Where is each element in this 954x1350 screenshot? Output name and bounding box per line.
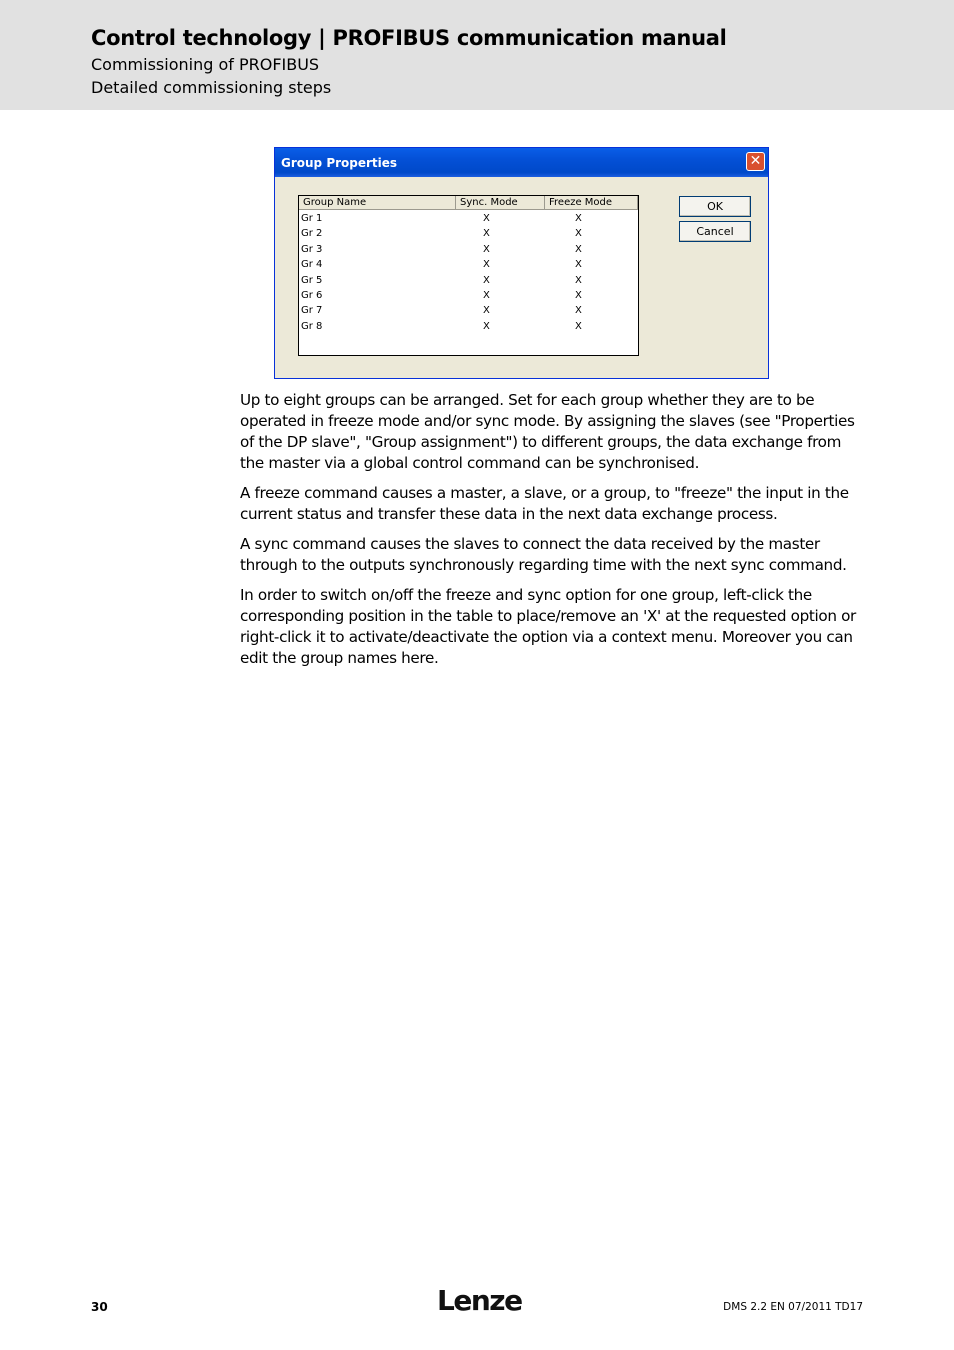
- table-row[interactable]: [299, 288, 638, 303]
- paragraph: A sync command causes the slaves to connect the data received by the master through to the outputs synchronously regarding time with the next sync command.: [240, 535, 847, 574]
- paragraph: A freeze command causes a master, a slave, or a group, to "freeze" the input in the current status and transfer these data in the next data exchange process.: [240, 484, 849, 523]
- chapter-title: Commissioning of PROFIBUS: [91, 55, 320, 74]
- sync-mode-cell[interactable]: X: [483, 290, 490, 301]
- group-name-cell[interactable]: Gr 5: [301, 274, 323, 286]
- freeze-mode-cell[interactable]: X: [575, 243, 582, 255]
- group-name-cell[interactable]: Gr 2: [301, 228, 323, 240]
- ok-button[interactable]: OK: [679, 196, 751, 217]
- body-text: [240, 390, 862, 678]
- column-sync-mode[interactable]: Sync. Mode: [456, 196, 545, 210]
- sync-mode-cell[interactable]: X: [483, 243, 490, 255]
- table-row[interactable]: [299, 303, 638, 318]
- table-row[interactable]: [299, 319, 638, 334]
- group-properties-dialog: [274, 147, 769, 379]
- lenze-logo: Lenze: [437, 1284, 522, 1317]
- table-row[interactable]: [299, 242, 638, 257]
- freeze-mode-cell[interactable]: X: [575, 228, 582, 240]
- sync-mode-cell[interactable]: X: [483, 274, 490, 286]
- freeze-mode-cell[interactable]: X: [575, 259, 582, 271]
- cancel-button[interactable]: Cancel: [679, 221, 751, 242]
- group-list[interactable]: [298, 195, 639, 356]
- freeze-mode-cell[interactable]: X: [575, 213, 582, 224]
- freeze-mode-cell[interactable]: X: [575, 305, 582, 317]
- freeze-mode-cell[interactable]: X: [575, 290, 582, 301]
- table-row[interactable]: [299, 273, 638, 288]
- list-header: [299, 196, 638, 211]
- section-title: Detailed commissioning steps: [91, 78, 332, 97]
- sync-mode-cell[interactable]: X: [483, 259, 490, 271]
- freeze-mode-cell[interactable]: X: [575, 274, 582, 286]
- table-row[interactable]: [299, 211, 638, 226]
- paragraph: In order to switch on/off the freeze and sync option for one group, left-click the corresponding position in the table to place/remove an 'X' at the requested option or right-click it to activate/deactivate the option via a context menu. Moreover you can edit the group names here.: [240, 586, 856, 667]
- freeze-mode-cell[interactable]: X: [575, 320, 582, 332]
- group-name-cell[interactable]: Gr 1: [301, 213, 323, 224]
- group-name-cell[interactable]: Gr 8: [301, 320, 323, 332]
- page-header: [0, 0, 954, 110]
- paragraph: Up to eight groups can be arranged. Set for each group whether they are to be operated in freeze mode and/or sync mode. By assigning the slaves (see "Properties of the DP slave", "Group assignment") to different groups, the data exchange from the master via a global control command can be synchronised.: [240, 391, 855, 472]
- group-name-cell[interactable]: Gr 6: [301, 290, 323, 301]
- document-id: DMS 2.2 EN 07/2011 TD17: [723, 1301, 863, 1313]
- column-freeze-mode[interactable]: Freeze Mode: [545, 196, 638, 210]
- group-name-cell[interactable]: Gr 3: [301, 243, 323, 255]
- group-name-cell[interactable]: Gr 4: [301, 259, 323, 271]
- table-row[interactable]: [299, 257, 638, 272]
- dialog-titlebar[interactable]: [275, 148, 768, 177]
- dialog-title: Group Properties: [281, 156, 398, 170]
- page-number: 30: [91, 1300, 108, 1314]
- sync-mode-cell[interactable]: X: [483, 320, 490, 332]
- group-name-cell[interactable]: Gr 7: [301, 305, 323, 317]
- sync-mode-cell[interactable]: X: [483, 305, 490, 317]
- sync-mode-cell[interactable]: X: [483, 213, 490, 224]
- table-row[interactable]: [299, 226, 638, 241]
- close-icon[interactable]: ✕: [746, 152, 765, 171]
- column-group-name[interactable]: Group Name: [299, 196, 456, 210]
- sync-mode-cell[interactable]: X: [483, 228, 490, 240]
- manual-title: Control technology | PROFIBUS communication manual: [91, 26, 727, 50]
